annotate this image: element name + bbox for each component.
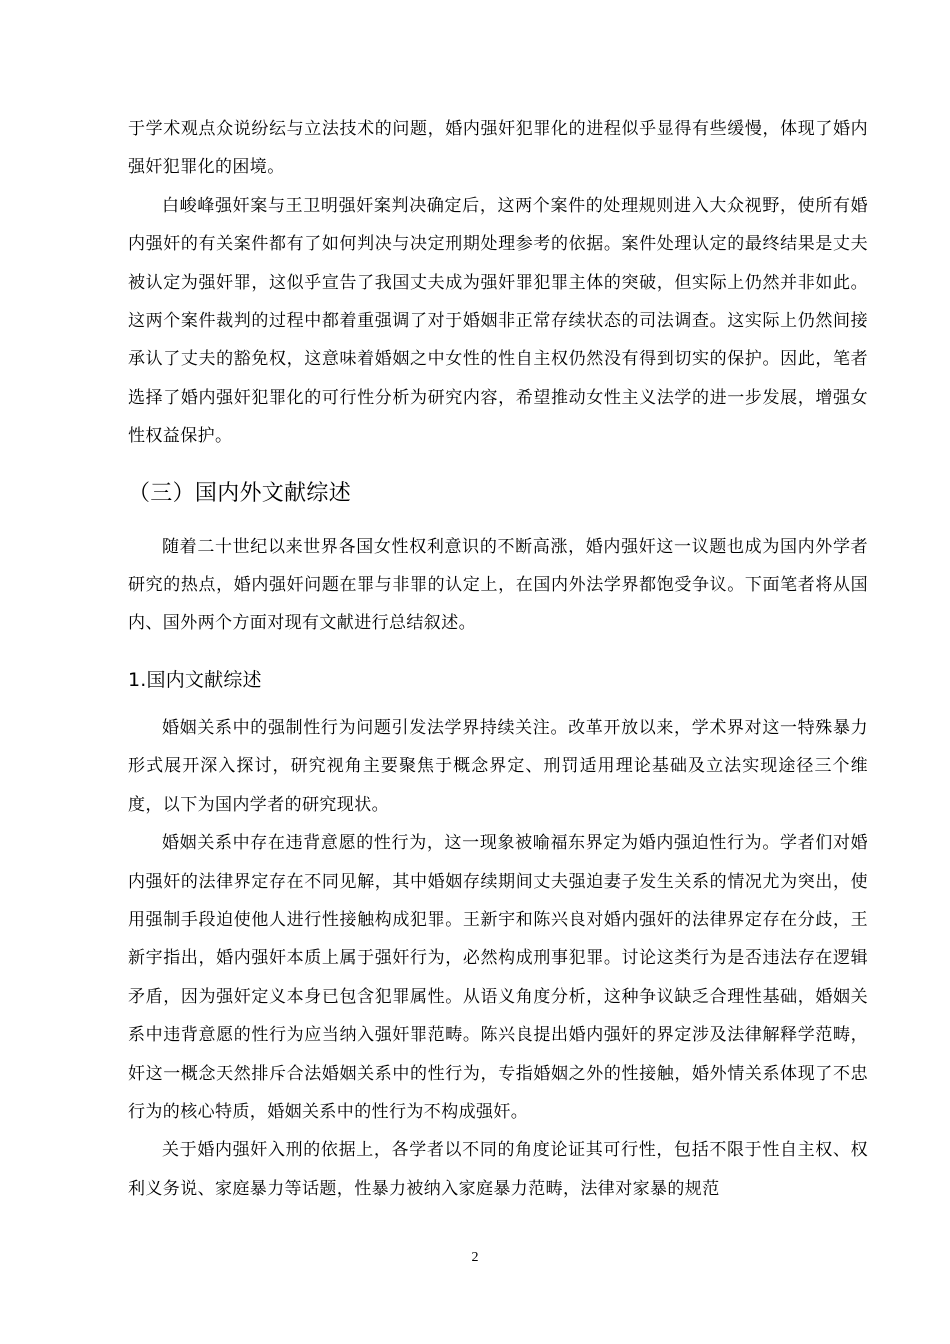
paragraph-case-analysis: 白峻峰强奸案与王卫明强奸案判决确定后，这两个案件的处理规则进入大众视野，使所有婚内强奸的有关案件都有了如何判决与决定刑期处理参考的依据。案件处理认定的最终结果是丈夫被认定为强奸罪，这似乎宣告了我国丈夫成为强奸罪犯罪主体的突破，但实际上仍然并非如此。这两个案件裁判的过程中都着重强调了对于婚姻非正常存续状态的司法调查。这实际上仍然间接承认了丈夫的豁免权，这意味着婚姻之中女性的性自主权仍然没有得到切实的保护。因此，笔者选择了婚内强奸犯罪化的可行性分析为研究内容，希望推动女性主义法学的进一步发展，增强女性权益保护。 — [128, 195, 868, 447]
subsection-heading-domestic-review: 1.国内文献综述 — [128, 668, 262, 691]
page-content — [128, 110, 868, 1208]
paragraph-domestic-basis: 关于婚内强奸入刑的依据上，各学者以不同的角度论证其可行性，包括不限于性自主权、权利义务说、家庭暴力等话题，性暴力被纳入家庭暴力范畴，法律对家暴的规范 — [128, 1140, 868, 1199]
paragraph-domestic-definitions: 婚姻关系中存在违背意愿的性行为，这一现象被喻福东界定为婚内强迫性行为。学者们对婚内强奸的法律界定存在不同见解，其中婚姻存续期间丈夫强迫妻子发生关系的情况尤为突出，使用强制手段迫使他人进行性接触构成犯罪。王新宇和陈兴良对婚内强奸的法律界定存在分歧，王新宇指出，婚内强奸本质上属于强奸行为，必然构成刑事犯罪。讨论这类行为是否违法存在逻辑矛盾，因为强奸定义本身已包含犯罪属性。从语义角度分析，这种争议缺乏合理性基础，婚姻关系中违背意愿的性行为应当纳入强奸罪范畴。陈兴良提出婚内强奸的界定涉及法律解释学范畴，奸这一概念天然排斥合法婚姻关系中的性行为，专指婚姻之外的性接触，婚外情关系体现了不忠行为的核心特质，婚姻关系中的性行为不构成强奸。 — [128, 833, 868, 1122]
paragraph-domestic-overview: 婚姻关系中的强制性行为问题引发法学界持续关注。改革开放以来，学术界对这一特殊暴力形式展开深入探讨，研究视角主要聚焦于概念界定、刑罚适用理论基础及立法实现途径三个维度，以下为国内学者的研究现状。 — [128, 717, 868, 815]
section-heading-literature-review: （三）国内外文献综述 — [128, 480, 352, 506]
page-number: 2 — [471, 1250, 479, 1265]
paragraph-continuation: 于学术观点众说纷纭与立法技术的问题，婚内强奸犯罪化的进程似乎显得有些缓慢，体现了婚内强奸犯罪化的困境。 — [128, 119, 868, 178]
paragraph-section-intro: 随着二十世纪以来世界各国女性权利意识的不断高涨，婚内强奸这一议题也成为国内外学者研究的热点，婚内强奸问题在罪与非罪的认定上，在国内外法学界都饱受争议。下面笔者将从国内、国外两个方面对现有文献进行总结叙述。 — [128, 536, 868, 634]
